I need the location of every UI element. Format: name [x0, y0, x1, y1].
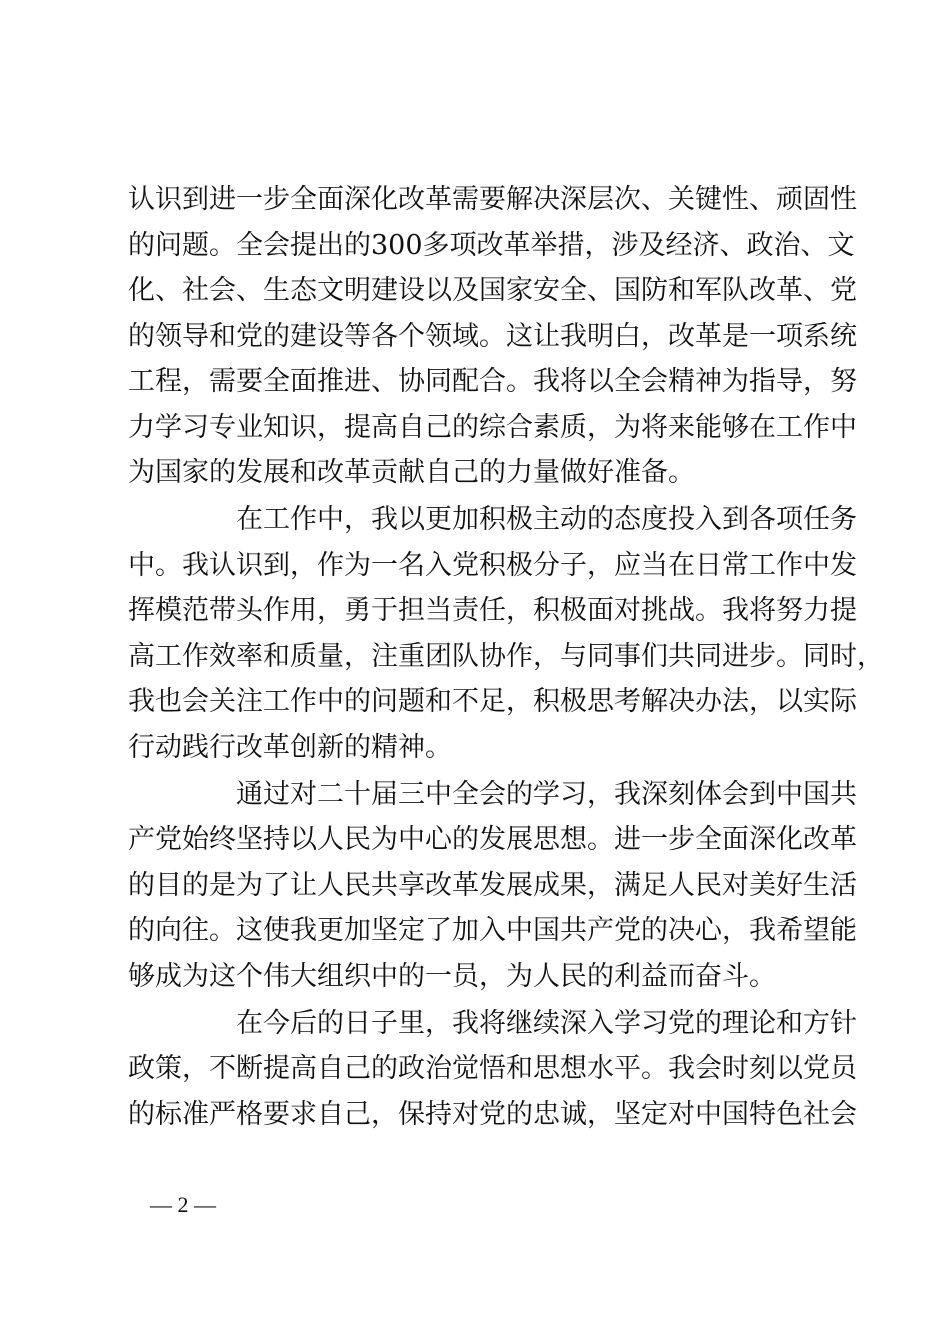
text-line: 的目的是为了让人民共享改革发展成果，满足人民对美好生活 — [128, 869, 857, 901]
paragraph — [128, 502, 884, 775]
text-line: 我也会关注工作中的问题和不足，积极思考解决办法，以实际 — [128, 686, 857, 717]
text-line: 的问题。全会提出的300多项改革举措，涉及经济、政治、文 — [128, 229, 855, 261]
text-line: 挥模范带头作用，勇于担当责任，积极面对挑战。我将努力提 — [128, 595, 857, 626]
text-line: 在工作中，我以更加积极主动的态度投入到各项任务 — [236, 504, 857, 535]
text-line: 产党始终坚持以人民为中心的发展思想。进一步全面深化改革 — [128, 824, 857, 855]
text-line: 的向往。这使我更加坚定了加入中国共产党的决心，我希望能 — [128, 915, 857, 946]
paragraph — [128, 777, 857, 1005]
text-line: 在今后的日子里，我将继续深入学习党的理论和方针 — [236, 1007, 857, 1039]
page-number: — 2 — — [150, 1192, 216, 1217]
text-line: 够成为这个伟大组织中的一员，为人民的利益而奋斗。 — [128, 960, 776, 992]
document-body — [128, 182, 884, 1142]
paragraph — [128, 182, 857, 501]
text-line: 高工作效率和质量，注重团队协作，与同事们共同进步。同时， — [128, 640, 884, 672]
text-line: 通过对二十届三中全会的学习，我深刻体会到中国共 — [236, 778, 857, 810]
paragraph — [128, 1006, 857, 1143]
text-line: 政策，不断提高自己的政治觉悟和思想水平。我会时刻以党员 — [128, 1053, 857, 1084]
text-line: 工程，需要全面推进、协同配合。我将以全会精神为指导，努 — [128, 366, 857, 397]
text-line: 中。我认识到，作为一名入党积极分子，应当在日常工作中发 — [128, 549, 857, 581]
text-line: 的标准严格要求自己，保持对党的忠诚，坚定对中国特色社会 — [128, 1098, 857, 1130]
text-line: 化、社会、生态文明建设以及国家安全、国防和军队改革、党 — [128, 275, 857, 306]
text-line: 认识到进一步全面深化改革需要解决深层次、关键性、顽固性 — [128, 184, 857, 215]
text-line: 为国家的发展和改革贡献自己的力量做好准备。 — [128, 457, 695, 488]
text-line: 的领导和党的建设等各个领域。这让我明白，改革是一项系统 — [128, 320, 857, 352]
text-line: 力学习专业知识，提高自己的综合素质，为将来能够在工作中 — [128, 411, 857, 443]
text-line: 行动践行改革创新的精神。 — [128, 731, 452, 763]
